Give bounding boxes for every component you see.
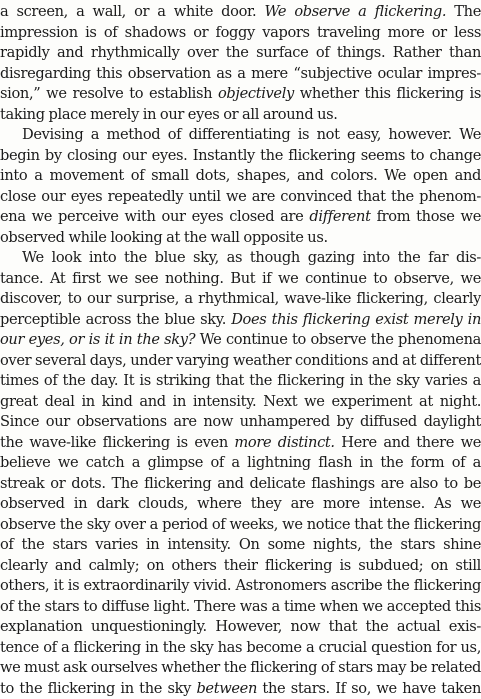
text-segment: believe we catch a glimpse of a lightning flash in the form of a — [0, 454, 481, 471]
text-segment: sion,” we resolve to establish — [0, 85, 218, 102]
text-segment: others, it is extraordinarily vivid. Astronomers ascribe the flickering — [0, 577, 481, 594]
text-line — [0, 269, 481, 290]
text-segment: over several days, under varying weather conditions and at different — [0, 352, 481, 369]
text-line — [0, 43, 481, 64]
text-segment: a screen, a wall, or a white door. — [0, 3, 264, 20]
text-line — [0, 146, 481, 167]
text-line — [0, 248, 481, 269]
italic-text: We observe a flickering. — [264, 3, 446, 20]
text-line — [0, 576, 481, 597]
text-segment: Here and there we — [335, 434, 481, 451]
text-segment: We continue to observe the phenomena — [195, 331, 481, 348]
text-line — [0, 433, 481, 454]
text-segment: tance. At first we see nothing. But if we continue to observe, we — [0, 270, 481, 287]
text-line — [0, 125, 481, 146]
text-segment: perceptible across the blue sky. — [0, 311, 231, 328]
text-line — [0, 289, 481, 310]
text-line — [0, 64, 481, 85]
text-line — [0, 84, 481, 105]
text-line — [0, 474, 481, 495]
text-line — [0, 515, 481, 536]
text-line — [0, 105, 481, 126]
text-segment: explanation unquestioningly. However, now that the actual exis- — [0, 618, 481, 635]
text-segment: impression is of shadows or foggy vapors traveling more or less — [0, 24, 481, 41]
text-line — [0, 556, 481, 577]
text-line — [0, 679, 481, 699]
text-segment: tence of a flickering in the sky has become a crucial question for us, — [0, 639, 481, 656]
italic-text: Does this flickering exist merely in — [231, 311, 481, 328]
text-segment: the stars. If so, we have taken — [257, 680, 481, 697]
text-line — [0, 392, 481, 413]
text-segment: observe the sky over a period of weeks, we notice that the flickering — [0, 516, 481, 533]
text-segment: observed in dark clouds, where they are more intense. As we — [0, 495, 481, 512]
text-segment: of the stars to diffuse light. There was a time when we accepted this — [0, 598, 481, 615]
text-segment: clearly and calmly; on others their flickering is subdued; on still — [0, 557, 481, 574]
text-segment: the wave-like flickering is even — [0, 434, 234, 451]
text-segment: rapidly and rhythmically over the surface of things. Rather than — [0, 44, 481, 61]
text-segment: discover, to our surprise, a rhythmical, wave-like flickering, clearly — [0, 290, 481, 307]
text-segment: begin by closing our eyes. Instantly the flickering seems to change — [0, 147, 481, 164]
text-segment: The — [446, 3, 481, 20]
text-line — [0, 228, 481, 249]
text-line — [0, 330, 481, 351]
text-segment: Devising a method of differentiating is not easy, however. We — [22, 126, 481, 143]
text-segment: great deal in kind and in intensity. Next we experiment at night. — [0, 393, 481, 410]
italic-text: objectively — [218, 85, 294, 102]
text-segment: times of the day. It is striking that the flickering in the sky varies a — [0, 372, 481, 389]
text-segment: Since our observations are now unhampered by diffused daylight — [0, 413, 481, 430]
italic-text: between — [196, 680, 257, 697]
text-line — [0, 371, 481, 392]
text-line — [0, 494, 481, 515]
text-line — [0, 453, 481, 474]
body-text — [0, 2, 481, 699]
text-segment: into a movement of small dots, shapes, and colors. We open and — [0, 167, 481, 184]
text-line — [0, 638, 481, 659]
text-segment: whether this flickering is — [294, 85, 481, 102]
italic-text: more distinct. — [234, 434, 334, 451]
text-segment: of the stars varies in intensity. On some nights, the stars shine — [0, 536, 481, 553]
italic-text: our eyes, or is it in the sky? — [0, 331, 195, 348]
text-line — [0, 187, 481, 208]
text-segment: We look into the blue sky, as though gazing into the far dis- — [22, 249, 481, 266]
text-segment: observed while looking at the wall opposite us. — [0, 229, 328, 246]
text-line — [0, 351, 481, 372]
text-line — [0, 658, 481, 679]
text-segment: taking place merely in our eyes or all around us. — [0, 106, 338, 123]
text-line — [0, 166, 481, 187]
italic-text: different — [309, 208, 370, 225]
text-line — [0, 207, 481, 228]
text-line — [0, 23, 481, 44]
text-line — [0, 310, 481, 331]
text-segment: from those we — [371, 208, 481, 225]
text-line — [0, 2, 481, 23]
text-segment: ena we perceive with our eyes closed are — [0, 208, 309, 225]
text-line — [0, 412, 481, 433]
text-segment: to the flickering in the sky — [0, 680, 196, 697]
text-segment: disregarding this observation as a mere “subjective ocular impres- — [0, 65, 481, 82]
text-line — [0, 617, 481, 638]
text-segment: streak or dots. The flickering and delicate flashings are also to be — [0, 475, 481, 492]
text-line — [0, 535, 481, 556]
text-segment: we must ask ourselves whether the flickering of stars may be related — [0, 659, 481, 676]
text-line — [0, 597, 481, 618]
text-segment: close our eyes repeatedly until we are convinced that the phenom- — [0, 188, 481, 205]
